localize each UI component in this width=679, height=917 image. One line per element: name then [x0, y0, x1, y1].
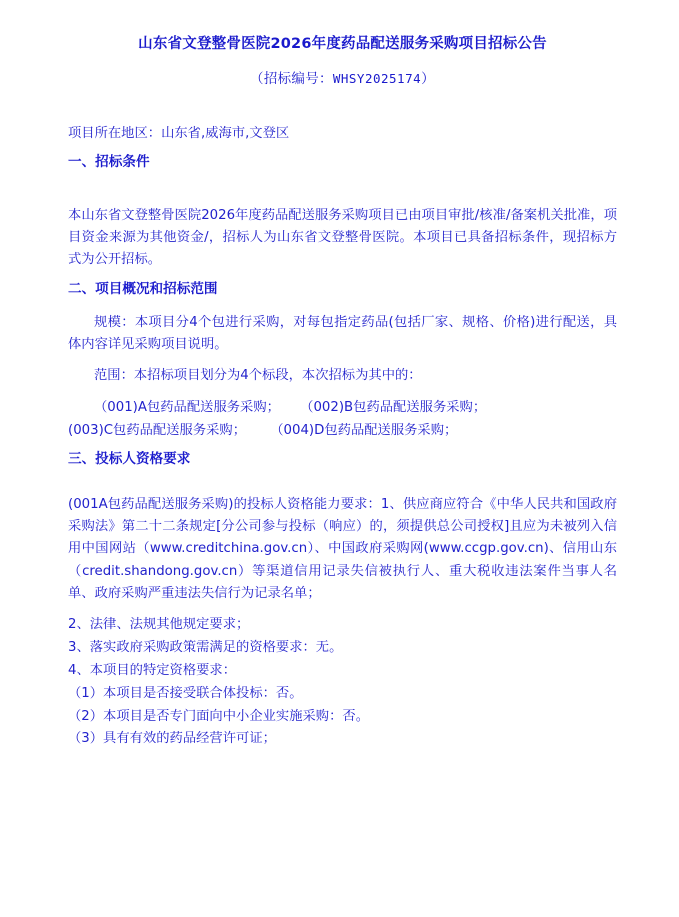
- tender-number-prefix: （招标编号：: [250, 70, 333, 87]
- section-2-range: 范围：本招标项目划分为4个标段，本次招标为其中的：: [94, 368, 422, 384]
- package-row-2: [68, 420, 617, 443]
- tender-number-line: [68, 69, 617, 89]
- tender-number-code: WHSY2025174: [332, 70, 422, 86]
- section-3-body: (001A包药品配送服务采购)的投标人资格能力要求：1、供应商应符合《中华人民共和国政府采购法》第二十二条规定[分公司参与投标（响应）的，须提供总公司授权]且应为未被列入信用中国网站（www.creditchina.gov.cn）、中国政府采购网(www.ccgp.gov.cn)、信用山东（credit.shandong.gov.cn）等渠道信用记录失信被执行人、重大税收违法案件当事人名单、政府采购严重违法失信行为记录名单；: [68, 496, 617, 601]
- package-item-d: （004)D包药品配送服务采购；: [270, 422, 458, 438]
- section-2-heading: 二、项目概况和招标范围: [68, 280, 218, 297]
- section-1-body: 本山东省文登整骨医院2026年度药品配送服务采购项目已由项目审批/核准/备案机关批准，项目资金来源为其他资金/，招标人为山东省文登整骨医院。本项目已具备招标条件，现招标方式为公开招标。: [68, 207, 617, 268]
- section-2-scale: 规模：本项目分4个包进行采购，对每包指定药品(包括厂家、规格、价格)进行配送，具体内容详见采购项目说明。: [68, 314, 617, 353]
- page-title: 山东省文登整骨医院2026年度药品配送服务采购项目招标公告: [138, 36, 547, 52]
- requirement-item-6: （3）具有有效的药品经营许可证；: [68, 731, 276, 747]
- section-1-heading: 一、招标条件: [68, 153, 150, 170]
- tender-number-suffix: ）: [421, 70, 435, 87]
- requirement-item-1: 2、法律、法规其他规定要求；: [68, 617, 250, 633]
- requirement-item-3: 4、本项目的特定资格要求：: [68, 662, 237, 678]
- package-item-a: （001)A包药品配送服务采购；: [94, 399, 280, 415]
- requirement-item-2: 3、落实政府采购政策需满足的资格要求：无。: [68, 640, 343, 656]
- project-location: 项目所在地区：山东省,威海市,文登区: [68, 126, 290, 141]
- package-item-c: (003)C包药品配送服务采购；: [68, 422, 247, 438]
- package-item-b: （002)B包药品配送服务采购；: [300, 399, 487, 415]
- requirement-item-4: （1）本项目是否接受联合体投标：否。: [68, 685, 303, 701]
- package-row-1: [68, 397, 617, 420]
- section-3-heading: 三、投标人资格要求: [68, 451, 191, 468]
- requirement-item-5: （2）本项目是否专门面向中小企业实施采购：否。: [68, 708, 369, 724]
